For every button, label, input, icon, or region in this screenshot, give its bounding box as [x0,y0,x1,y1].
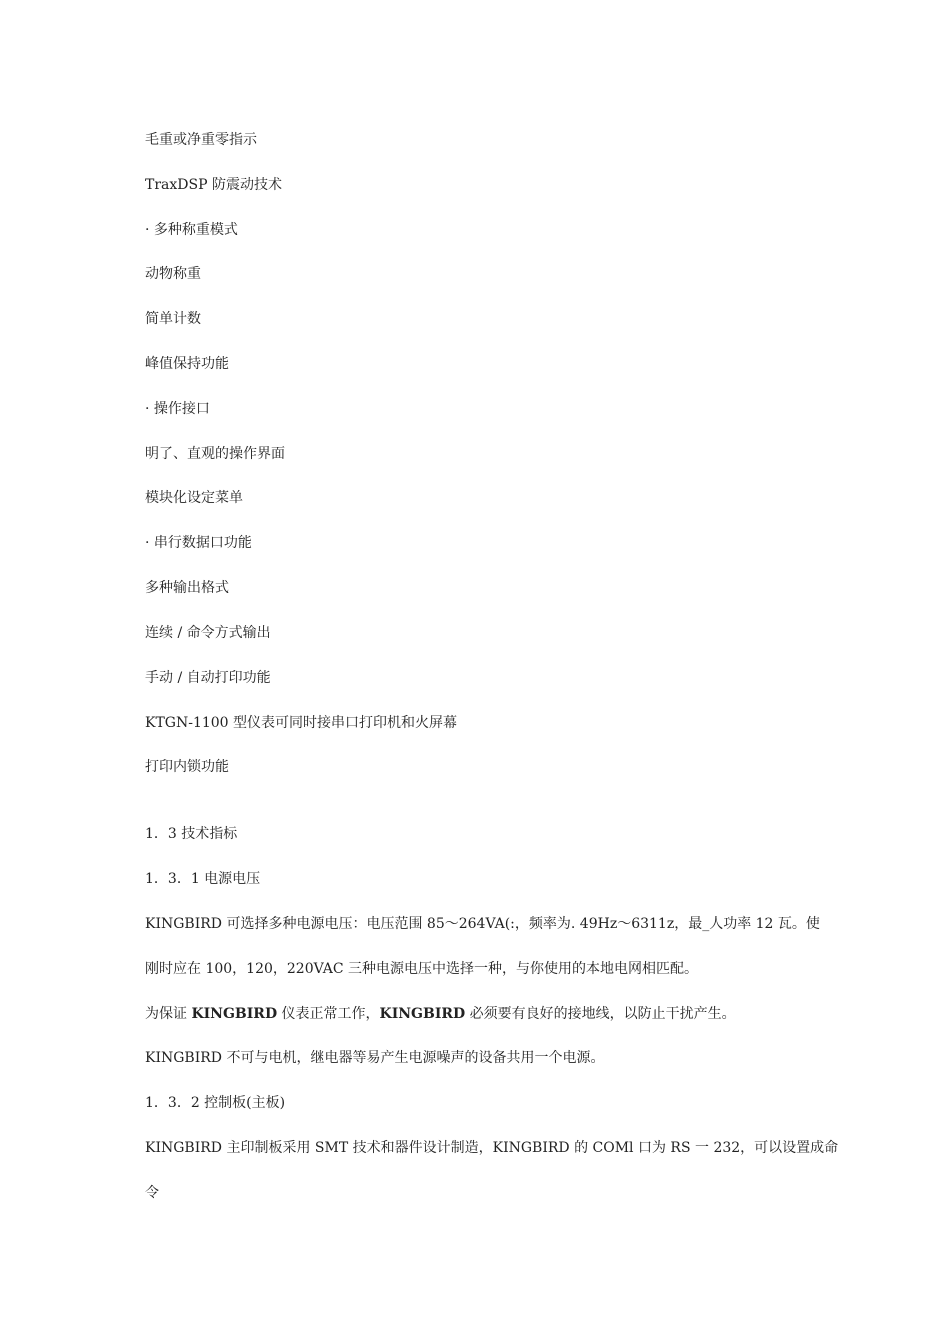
paragraph-line [145,1004,736,1024]
text-line: 连续 / 命令方式输出 [145,625,271,641]
text-line: 手动 / 自动打印功能 [145,670,271,686]
paragraph-line: KINGBIRD 可选择多种电源电压：电压范围 85～264VA(:，频率为. 49Hz～6311z，最_人功率 12 瓦。使 [145,916,820,932]
text-line: TraxDSP 防震动技术 [145,177,282,193]
text-run: 仪表正常工作， [277,1006,380,1022]
text-line: 模块化设定菜单 [145,490,243,506]
bullet-heading: · 多种称重模式 [145,222,238,238]
paragraph-line: KINGBIRD 不可与电机，继电器等易产生电源噪声的设备共用一个电源。 [145,1050,605,1066]
bold-brand: KINGBIRD [191,1006,278,1022]
paragraph-line: KINGBIRD 主印制板采用 SMT 技术和器件设计制造，KINGBIRD 的 COMl 口为 RS 一 232，可以设置成命 [145,1140,839,1156]
text-line: 动物称重 [145,266,201,282]
paragraph-line: 刚时应在 100，120，220VAC 三种电源电压中选择一种，与你使用的本地电网相匹配。 [145,961,699,977]
bullet-heading: · 串行数据口功能 [145,535,252,551]
text-line: 简单计数 [145,311,201,327]
subsection-heading: 1．3．2 控制板(主板) [145,1095,286,1111]
text-line: 多种输出格式 [145,580,229,596]
bullet-heading: · 操作接口 [145,401,210,417]
text-line: 峰值保持功能 [145,356,229,372]
text-line: 毛重或净重零指示 [145,132,257,148]
subsection-heading: 1．3．1 电源电压 [145,871,261,887]
bold-brand: KINGBIRD [379,1006,466,1022]
paragraph-line: 令 [145,1185,159,1201]
text-line: 明了、直观的操作界面 [145,446,285,462]
text-line: 打印内锁功能 [145,759,229,775]
text-line: KTGN-1100 型仪表可同时接串口打印机和火屏幕 [145,715,458,731]
text-run: 必须要有良好的接地线，以防止干扰产生。 [465,1006,736,1022]
text-run: 为保证 [145,1006,192,1022]
section-heading: 1．3 技术指标 [145,826,238,842]
